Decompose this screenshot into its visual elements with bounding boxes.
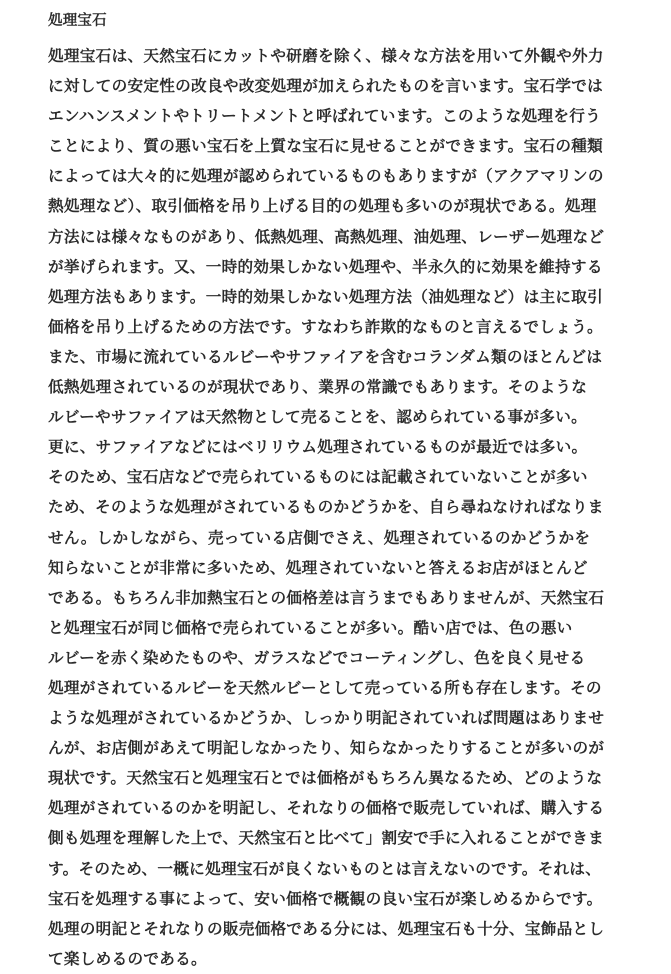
body-line: 現状です。天然宝石と処理宝石とでは価格がもちろん異なるため、どのような <box>48 769 603 788</box>
body-line: また、市場に流れているルビーやサファイアを含むコランダム類のほとんどは <box>48 347 603 366</box>
article-body <box>48 41 631 974</box>
body-line: ような処理がされているかどうか、しっかり明記されていれば問題はありませ <box>48 709 605 728</box>
body-line: と処理宝石が同じ価格で売られていることが多い。酷い店では、色の悪い <box>48 618 573 637</box>
body-line: 知らないことが非常に多いため、処理されていないと答えるお店がほとんど <box>48 558 588 577</box>
body-line: に対しての安定性の改良や改変処理が加えられたものを言います。宝石学では <box>48 77 604 96</box>
body-line: ルビーを赤く染めたものや、ガラスなどでコーティングし、色を良く見せる <box>48 648 586 667</box>
body-line: 低熱処理されているのが現状であり、業界の常識でもあります。そのような <box>48 378 588 397</box>
body-line: エンハンスメントやトリートメントと呼ばれています。このような処理を行う <box>48 107 602 126</box>
body-line: ことにより、質の悪い宝石を上質な宝石に見せることができます。宝石の種類 <box>48 137 604 156</box>
body-line: んが、お店側があえて明記しなかったり、知らなかったりすることが多いのが <box>48 739 605 758</box>
body-line: 熱処理など）、取引価格を吊り上げる目的の処理も多いのが現状である。処理 <box>48 197 597 216</box>
body-line: 宝石を処理する事によって、安い価格で概観の良い宝石が楽しめるからです。 <box>48 889 603 908</box>
body-line: 更に、サファイアなどにはベリリウム処理されているものが最近では多い。 <box>48 438 588 457</box>
body-line: によっては大々的に処理が認められているものもありますが（アクアマリンの <box>48 167 604 186</box>
body-line: 方法には様々なものがあり、低熱処理、高熱処理、油処理、レーザー処理など <box>48 227 605 246</box>
body-line: 処理がされているルビーを天然ルビーとして売っている所も存在します。その <box>48 678 602 697</box>
article-title: 処理宝石 <box>48 13 107 29</box>
body-line: 処理の明記とそれなりの販売価格である分には、処理宝石も十分、宝飾品とし <box>48 919 605 938</box>
body-line: す。そのため、一概に処理宝石が良くないものとは言えないのです。それは、 <box>48 859 602 878</box>
body-line: て楽しめるのである。 <box>48 949 207 968</box>
body-line: そのため、宝石店などで売られているものには記載されていないことが多い <box>48 468 588 487</box>
body-line: せん。しかしながら、売っている店側でさえ、処理されているのかどうかを <box>48 528 591 547</box>
body-line: ため、そのような処理がされているものかどうかを、自ら尋ねなければなりま <box>48 498 604 517</box>
body-line: が挙げられます。又、一時的効果しかない処理や、半永久的に効果を維持する <box>48 257 603 276</box>
body-line: 側も処理を理解した上で、天然宝石と比べて」割安で手に入れることができま <box>48 829 604 848</box>
body-line: 処理がされているのかを明記し、それなりの価格で販売していれば、購入する <box>48 799 605 818</box>
body-line: 処理宝石は、天然宝石にカットや研磨を除く、様々な方法を用いて外観や外力 <box>48 47 604 65</box>
body-line: 処理方法もあります。一時的効果しかない処理方法（油処理など）は主に取引 <box>48 287 604 306</box>
body-line: である。もちろん非加熱宝石との価格差は言うまでもありませんが、天然宝石 <box>48 588 605 607</box>
body-line: 価格を吊り上げるための方法です。すなわち詐欺的なものと言えるでしょう。 <box>48 317 603 336</box>
body-line: ルビーやサファイアは天然物として売ることを、認められている事が多い。 <box>48 408 587 427</box>
